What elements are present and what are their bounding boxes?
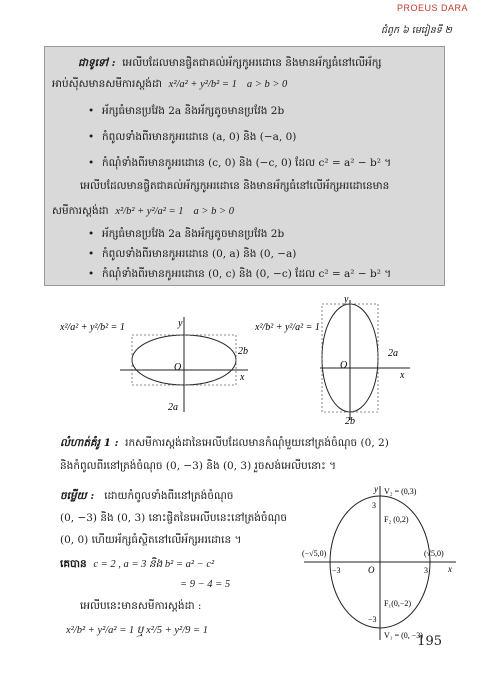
answer-title: ចម្លើយ : xyxy=(60,490,95,502)
answer-equation: x²/b² + y²/a² = 1 ឬ x²/5 + y²/9 = 1 xyxy=(66,625,208,636)
brand-label: PROEUS DARA xyxy=(396,3,468,13)
answer-text-2: (0, −3) និង (0, 3) នោះផ្ចិតនៃអេលីបនេះនៅត្រង់ចំណុច xyxy=(60,512,288,524)
example-x-label: x xyxy=(448,564,452,574)
answer-line-1 xyxy=(60,488,233,505)
tick-neg3-label: −3 xyxy=(368,615,377,624)
condition-1: a > b > 0 xyxy=(246,79,288,90)
f2-label: F₂ (0,2) xyxy=(384,515,409,524)
left-point-label: (−√5,0) xyxy=(302,549,327,558)
example-origin-label: O xyxy=(368,565,375,575)
right-point-label: (√5,0) xyxy=(424,549,444,558)
right-x-label: x xyxy=(400,370,405,381)
v2-label: V₂ = (0,3) xyxy=(384,487,417,496)
left-origin-label: O xyxy=(174,362,182,373)
right-y-label: y xyxy=(344,294,349,305)
right-minor-label: 2b xyxy=(345,416,355,427)
example-title: លំហាត់គំរូ 1 : xyxy=(60,437,119,449)
bullet-foci-2: • កំណុំទាំងពីរមានកូអរដោនេ (0, c) និង (0, −c) ដែល c² = a² − b² ។ xyxy=(102,266,391,283)
example-text-2: និងកំពូលពីរនៅត្រង់ចំណុច (0, −3) និង (0, 3) រួចសង់អេលីបនោះ ។ xyxy=(60,460,337,472)
definition-line-5 xyxy=(52,203,234,220)
bullet-axis-1: • អ័ក្សធំមានប្រវែង 2a និងអ័ក្សតូចមានប្រវែង 2b xyxy=(102,103,284,120)
left-major-label: 2a xyxy=(168,402,178,413)
left-y-label: y xyxy=(178,318,183,329)
right-major-label: 2a xyxy=(388,348,398,359)
example-y-label: y xyxy=(374,484,378,494)
answer-text-6: អេលីបនេះមានសមីការស្ដង់ដា : xyxy=(80,600,202,612)
definition-intro-4: សមីការស្ដង់ដា xyxy=(52,205,109,217)
f1-label: F₁(0,−2) xyxy=(384,599,412,608)
xtick-neg3-label: −3 xyxy=(332,566,341,575)
definition-intro-3: អេលីបដែលមានផ្ចិតជាគល់អ័ក្សកូអរដោនេ និងមានអ័ក្សធំនៅលើអ័ក្សអរដោនេមាន xyxy=(80,180,390,192)
page-number: 195 xyxy=(417,634,442,649)
answer-line-4 xyxy=(60,556,214,573)
example-line-1 xyxy=(60,435,389,452)
xtick-3-label: 3 xyxy=(424,566,428,575)
right-figure-equation: x²/b² + y²/a² = 1 xyxy=(255,322,320,333)
equation-vertical: x²/b² + y²/a² = 1 xyxy=(115,206,184,217)
example-ellipse-figure xyxy=(300,482,460,644)
definition-title: ជាទូទៅ : xyxy=(78,57,116,69)
left-x-label: x xyxy=(240,372,245,383)
definition-intro-1: អេលីបដែលមានផ្ចិតជាគល់អ័ក្សកូអរដោនេ និងមានអ័ក្សធំនៅលើអ័ក្ស xyxy=(122,57,382,69)
definition-line-1 xyxy=(78,55,382,72)
answer-given: c = 2 , a = 3 និង b² = a² − c² xyxy=(93,559,215,570)
tick-3-label: 3 xyxy=(372,501,376,510)
answer-text-1: ដោយកំពូលទាំងពីរនៅត្រង់ចំណុច xyxy=(104,490,234,502)
left-figure-equation: x²/a² + y²/b² = 1 xyxy=(60,322,125,333)
definition-intro-2: អាប់ស៊ីសមានសមីការស្ដង់ដា xyxy=(52,78,162,90)
equation-horizontal: x²/a² + y²/b² = 1 xyxy=(168,79,237,90)
bullet-axis-2: • អ័ក្សធំមានប្រវែង 2a និងអ័ក្សតូចមានប្រវែង 2b xyxy=(102,226,284,243)
left-minor-label: 2b xyxy=(238,346,248,357)
condition-2: a > b > 0 xyxy=(193,206,234,217)
answer-calc: = 9 − 4 = 5 xyxy=(180,579,231,590)
v1-label: V₁ = (0, −3) xyxy=(384,631,423,640)
answer-given-label: គេបាន xyxy=(60,558,87,570)
ellipse-figures xyxy=(0,292,480,428)
definition-line-2 xyxy=(52,76,287,93)
chapter-header: ជំពូក ៦ មេរៀនទី ២ xyxy=(380,25,452,36)
answer-text-3: (0, 0) ហើយអ័ក្សធំស្ថិតនៅលើអ័ក្សអរដោនេ ។ xyxy=(60,534,242,546)
example-text-1: រកសមីការស្ដង់ដានៃអេលីបដែលមានកំណុំមួយនៅត្រង់ចំណុច (0, 2) xyxy=(125,437,389,449)
bullet-foci-1: • កំណុំទាំងពីរមានកូអរដោនេ (c, 0) និង (−c, 0) ដែល c² = a² − b² ។ xyxy=(102,155,391,172)
bullet-vertices-1: • កំពូលទាំងពីរមានកូអរដោនេ (a, 0) និង (−a, 0) xyxy=(102,129,296,146)
right-origin-label: O xyxy=(340,360,348,371)
bullet-vertices-2: • កំពូលទាំងពីរមានកូអរដោនេ (0, a) និង (0, −a) xyxy=(102,246,296,263)
